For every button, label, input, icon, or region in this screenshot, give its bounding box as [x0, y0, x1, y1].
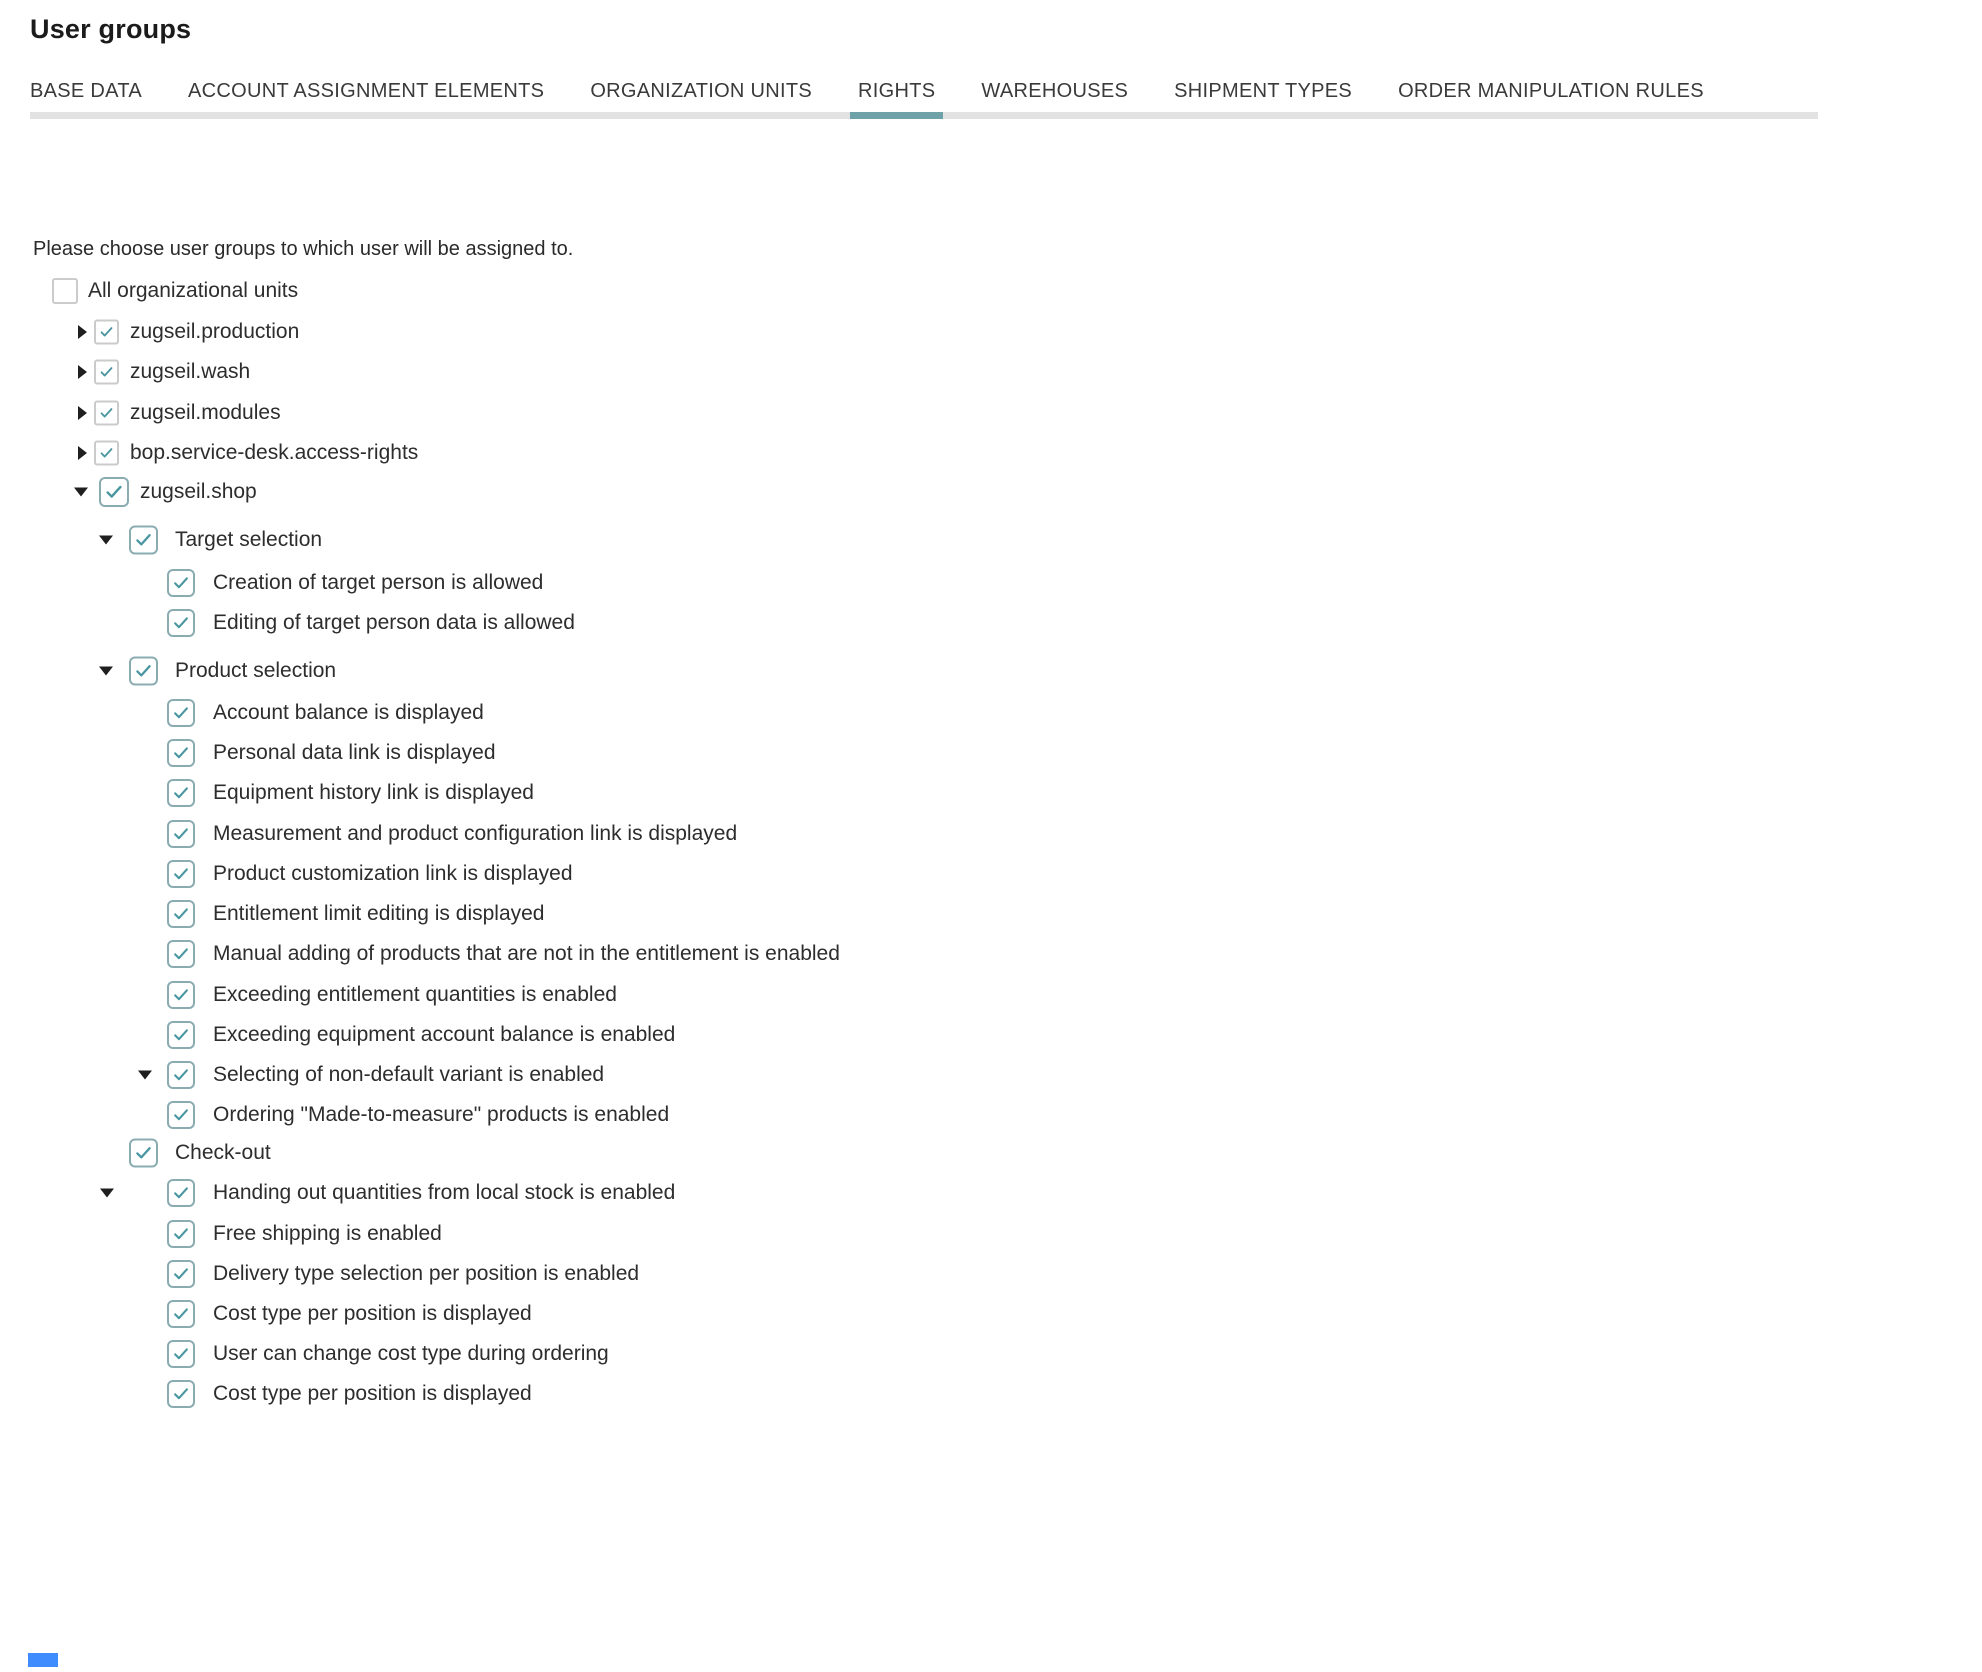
tree-item-label: Ordering "Made-to-measure" products is enabled: [213, 1103, 670, 1126]
tree-item-label: bop.service-desk.access-rights: [130, 441, 419, 464]
tree-row: [0, 1015, 1982, 1055]
tree-row: [0, 814, 1982, 854]
tree-item-label: Exceeding equipment account balance is enabled: [213, 1023, 676, 1046]
checkbox[interactable]: [167, 1220, 195, 1248]
checkbox[interactable]: [167, 1380, 195, 1408]
tree-row: [0, 1294, 1982, 1334]
tree-item-label: zugseil.shop: [140, 480, 257, 503]
tree-item-label: Personal data link is displayed: [213, 741, 496, 764]
tree-row: [0, 1214, 1982, 1254]
tree-row: [0, 563, 1982, 603]
expand-arrow-icon[interactable]: [78, 365, 87, 379]
tree-row: [0, 271, 1982, 311]
collapse-arrow-icon[interactable]: [74, 488, 88, 497]
checkbox[interactable]: [129, 657, 158, 686]
checkbox[interactable]: [167, 940, 195, 968]
tree-item-label: Delivery type selection per position is enabled: [213, 1262, 640, 1285]
tree-item-label: zugseil.wash: [130, 360, 251, 383]
tree-row: [0, 312, 1982, 352]
checkbox[interactable]: [167, 739, 195, 767]
checkbox[interactable]: [167, 779, 195, 807]
tree-row: [0, 773, 1982, 813]
checkbox[interactable]: [94, 360, 119, 385]
tree-item-label: Cost type per position is displayed: [213, 1382, 532, 1405]
tree-row: [0, 1055, 1982, 1095]
tree-row: [0, 520, 1982, 560]
checkbox[interactable]: [99, 477, 129, 507]
checkbox[interactable]: [167, 1101, 195, 1129]
tree-row: [0, 894, 1982, 934]
tab-label: BASE DATA: [30, 80, 142, 102]
tree-item-label: Handing out quantities from local stock is enabled: [213, 1181, 676, 1204]
tree-row: [0, 603, 1982, 643]
tree-row: [0, 1133, 1982, 1173]
tab-label: WAREHOUSES: [981, 80, 1129, 102]
tab-label: SHIPMENT TYPES: [1174, 80, 1353, 102]
tree-row: [0, 975, 1982, 1015]
tree-row: [0, 1334, 1982, 1374]
tree-item-label: All organizational units: [88, 279, 299, 302]
collapse-arrow-icon[interactable]: [99, 536, 113, 545]
checkbox[interactable]: [129, 1139, 158, 1168]
checkbox[interactable]: [167, 1179, 195, 1207]
tree-item-label: User can change cost type during ordering: [213, 1342, 609, 1365]
tree-item-label: Editing of target person data is allowed: [213, 611, 575, 634]
instruction-text: Please choose user groups to which user will be assigned to.: [33, 238, 574, 260]
unknown-blue-artifact: [28, 1653, 58, 1667]
tree-item-label: Product customization link is displayed: [213, 862, 573, 885]
checkbox[interactable]: [94, 441, 119, 466]
checkbox[interactable]: [167, 609, 195, 637]
tree-row: [0, 1173, 1982, 1213]
tree-row: [0, 433, 1982, 473]
tree-item-label: Free shipping is enabled: [213, 1222, 442, 1245]
expand-arrow-icon[interactable]: [78, 446, 87, 460]
collapse-arrow-icon[interactable]: [99, 667, 113, 676]
tree-item-label: Measurement and product configuration link is displayed: [213, 822, 738, 845]
checkbox[interactable]: [94, 320, 119, 345]
tree-row: [0, 1254, 1982, 1294]
checkbox[interactable]: [167, 1021, 195, 1049]
checkbox[interactable]: [129, 526, 158, 555]
tree-item-label: Entitlement limit editing is displayed: [213, 902, 545, 925]
tree-item-label: Selecting of non-default variant is enabled: [213, 1063, 605, 1086]
checkbox[interactable]: [167, 1340, 195, 1368]
tree-row: [0, 352, 1982, 392]
tree-row: [0, 693, 1982, 733]
checkbox[interactable]: [167, 900, 195, 928]
checkbox[interactable]: [94, 401, 119, 426]
tab-label: ORDER MANIPULATION RULES: [1398, 80, 1704, 102]
tree-row: [0, 1095, 1982, 1135]
tree-row: [0, 393, 1982, 433]
tree-row: [0, 854, 1982, 894]
tab-label: ORGANIZATION UNITS: [590, 80, 813, 102]
collapse-arrow-icon[interactable]: [100, 1189, 114, 1198]
tree-row: [0, 733, 1982, 773]
checkbox[interactable]: [167, 860, 195, 888]
active-tab-underline: [850, 112, 943, 119]
checkbox[interactable]: [167, 1260, 195, 1288]
tree-row: [0, 651, 1982, 691]
tree-item-label: Cost type per position is displayed: [213, 1302, 532, 1325]
tree-row: [0, 1374, 1982, 1414]
tree-item-label: Check-out: [175, 1141, 271, 1164]
checkbox[interactable]: [167, 699, 195, 727]
collapse-arrow-icon[interactable]: [138, 1071, 152, 1080]
tree-item-label: zugseil.production: [130, 320, 300, 343]
page-title: User groups: [30, 14, 192, 44]
tree-row: [0, 472, 1982, 512]
checkbox[interactable]: [52, 278, 78, 304]
tree-item-label: Target selection: [175, 528, 323, 551]
tree-item-label: Account balance is displayed: [213, 701, 484, 724]
tree-item-label: Exceeding entitlement quantities is enabled: [213, 983, 617, 1006]
tree-row: [0, 934, 1982, 974]
checkbox[interactable]: [167, 981, 195, 1009]
checkbox[interactable]: [167, 569, 195, 597]
checkbox[interactable]: [167, 1061, 195, 1089]
checkbox[interactable]: [167, 1300, 195, 1328]
tree-item-label: Creation of target person is allowed: [213, 571, 544, 594]
tree-item-label: zugseil.modules: [130, 401, 281, 424]
tree-item-label: Manual adding of products that are not in the entitlement is enabled: [213, 942, 840, 965]
tree-item-label: Product selection: [175, 659, 337, 682]
tree-item-label: Equipment history link is displayed: [213, 781, 534, 804]
checkbox[interactable]: [167, 820, 195, 848]
expand-arrow-icon[interactable]: [78, 325, 87, 339]
expand-arrow-icon[interactable]: [78, 406, 87, 420]
tab-label: RIGHTS: [858, 80, 936, 102]
tab-label: ACCOUNT ASSIGNMENT ELEMENTS: [188, 80, 545, 102]
